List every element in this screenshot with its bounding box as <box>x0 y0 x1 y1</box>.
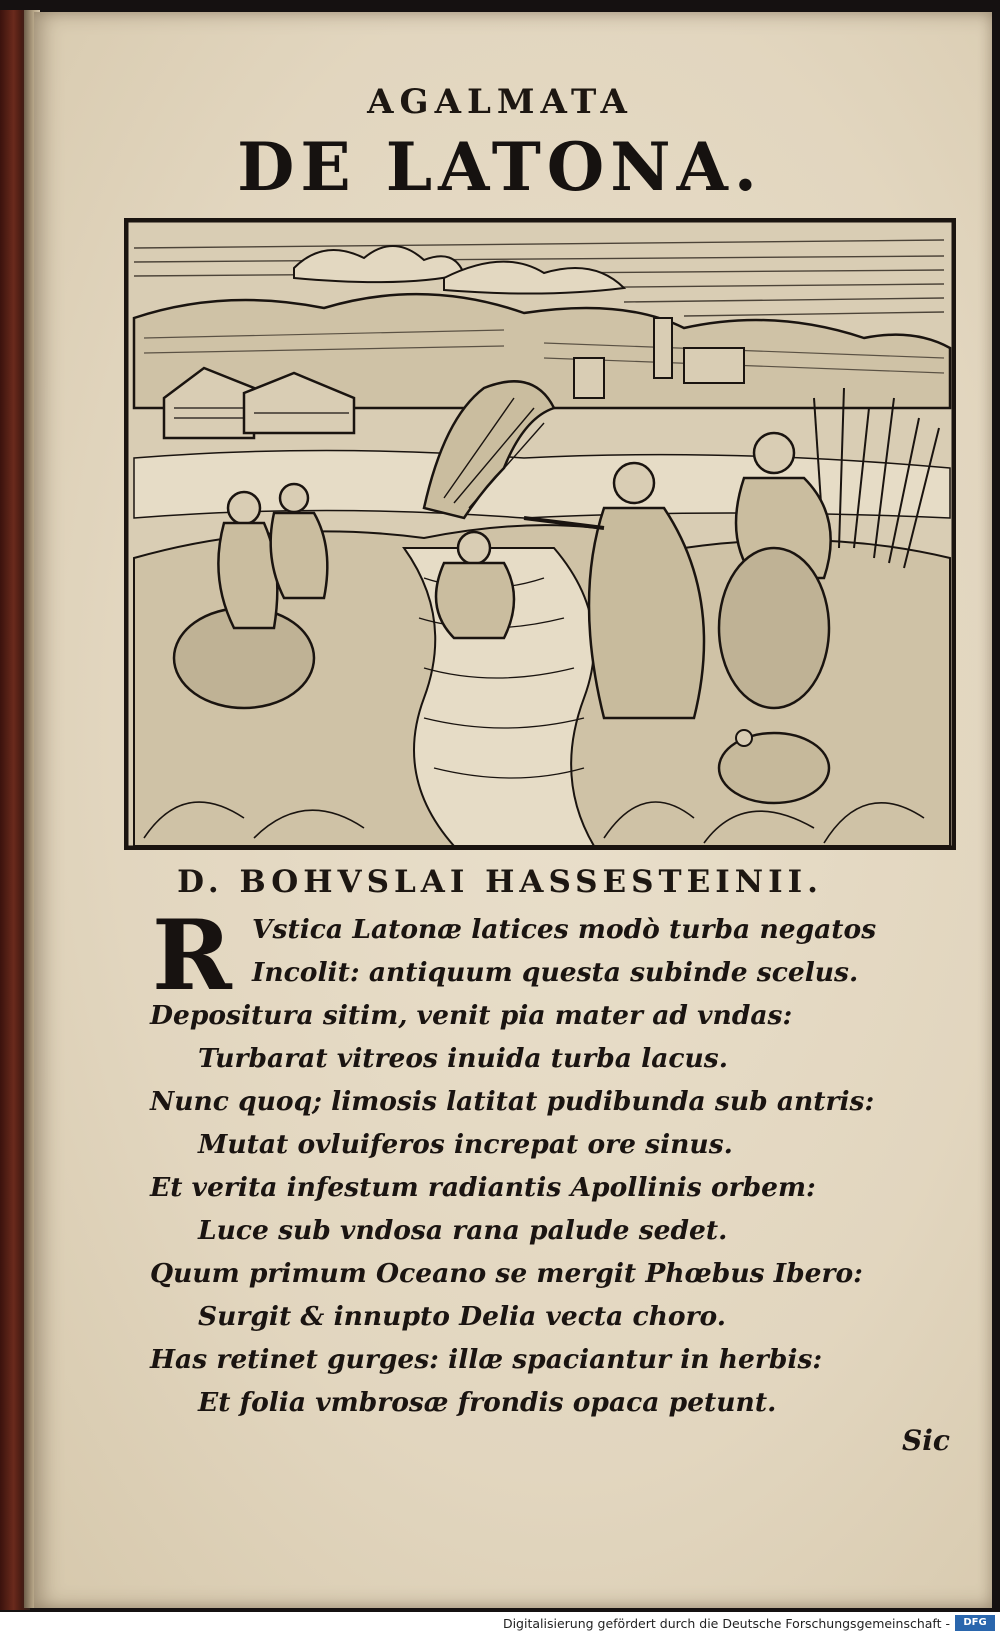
poem-line: Luce sub vndosa rana palude sedet. <box>198 1215 728 1246</box>
poem-line: Depositura sitim, venit pia mater ad vndas: <box>150 1000 793 1031</box>
poem-line: Et verita infestum radiantis Apollinis orbem: <box>150 1172 816 1203</box>
poem-line: Et folia vmbrosæ frondis opaca petunt. <box>198 1387 777 1418</box>
poem-line: Vstica Latonæ latices modò turba negatos <box>252 914 877 945</box>
digitization-credit: Digitalisierung gefördert durch die Deutsche Forschungsgemeinschaft - <box>502 1616 950 1631</box>
poem-line: Has retinet gurges: illæ spaciantur in herbis: <box>150 1344 823 1375</box>
catchword: Sic <box>902 1424 950 1457</box>
drop-cap: R <box>152 899 232 1012</box>
poem-line: Surgit & innupto Delia vecta choro. <box>198 1301 726 1332</box>
dfg-logo: DFG <box>955 1615 995 1631</box>
poem-line: Mutat ovluiferos increpat ore sinus. <box>198 1129 733 1160</box>
woodcut-illustration <box>124 218 956 850</box>
page-title: DE LATONA. <box>237 128 763 206</box>
poem-line: Nunc quoq; limosis latitat pudibunda sub antris: <box>150 1086 875 1117</box>
poem-line: Quum primum Oceano se mergit Phœbus Ibero: <box>150 1258 863 1289</box>
poem-line: Turbarat vitreos inuida turba lacus. <box>198 1043 728 1074</box>
running-head: AGALMATA <box>367 82 633 122</box>
author-heading: D. BOHVSLAI HASSESTEINII. <box>177 864 823 900</box>
poem-line: Incolit: antiquum questa subinde scelus. <box>252 957 859 988</box>
poem <box>150 899 910 1424</box>
